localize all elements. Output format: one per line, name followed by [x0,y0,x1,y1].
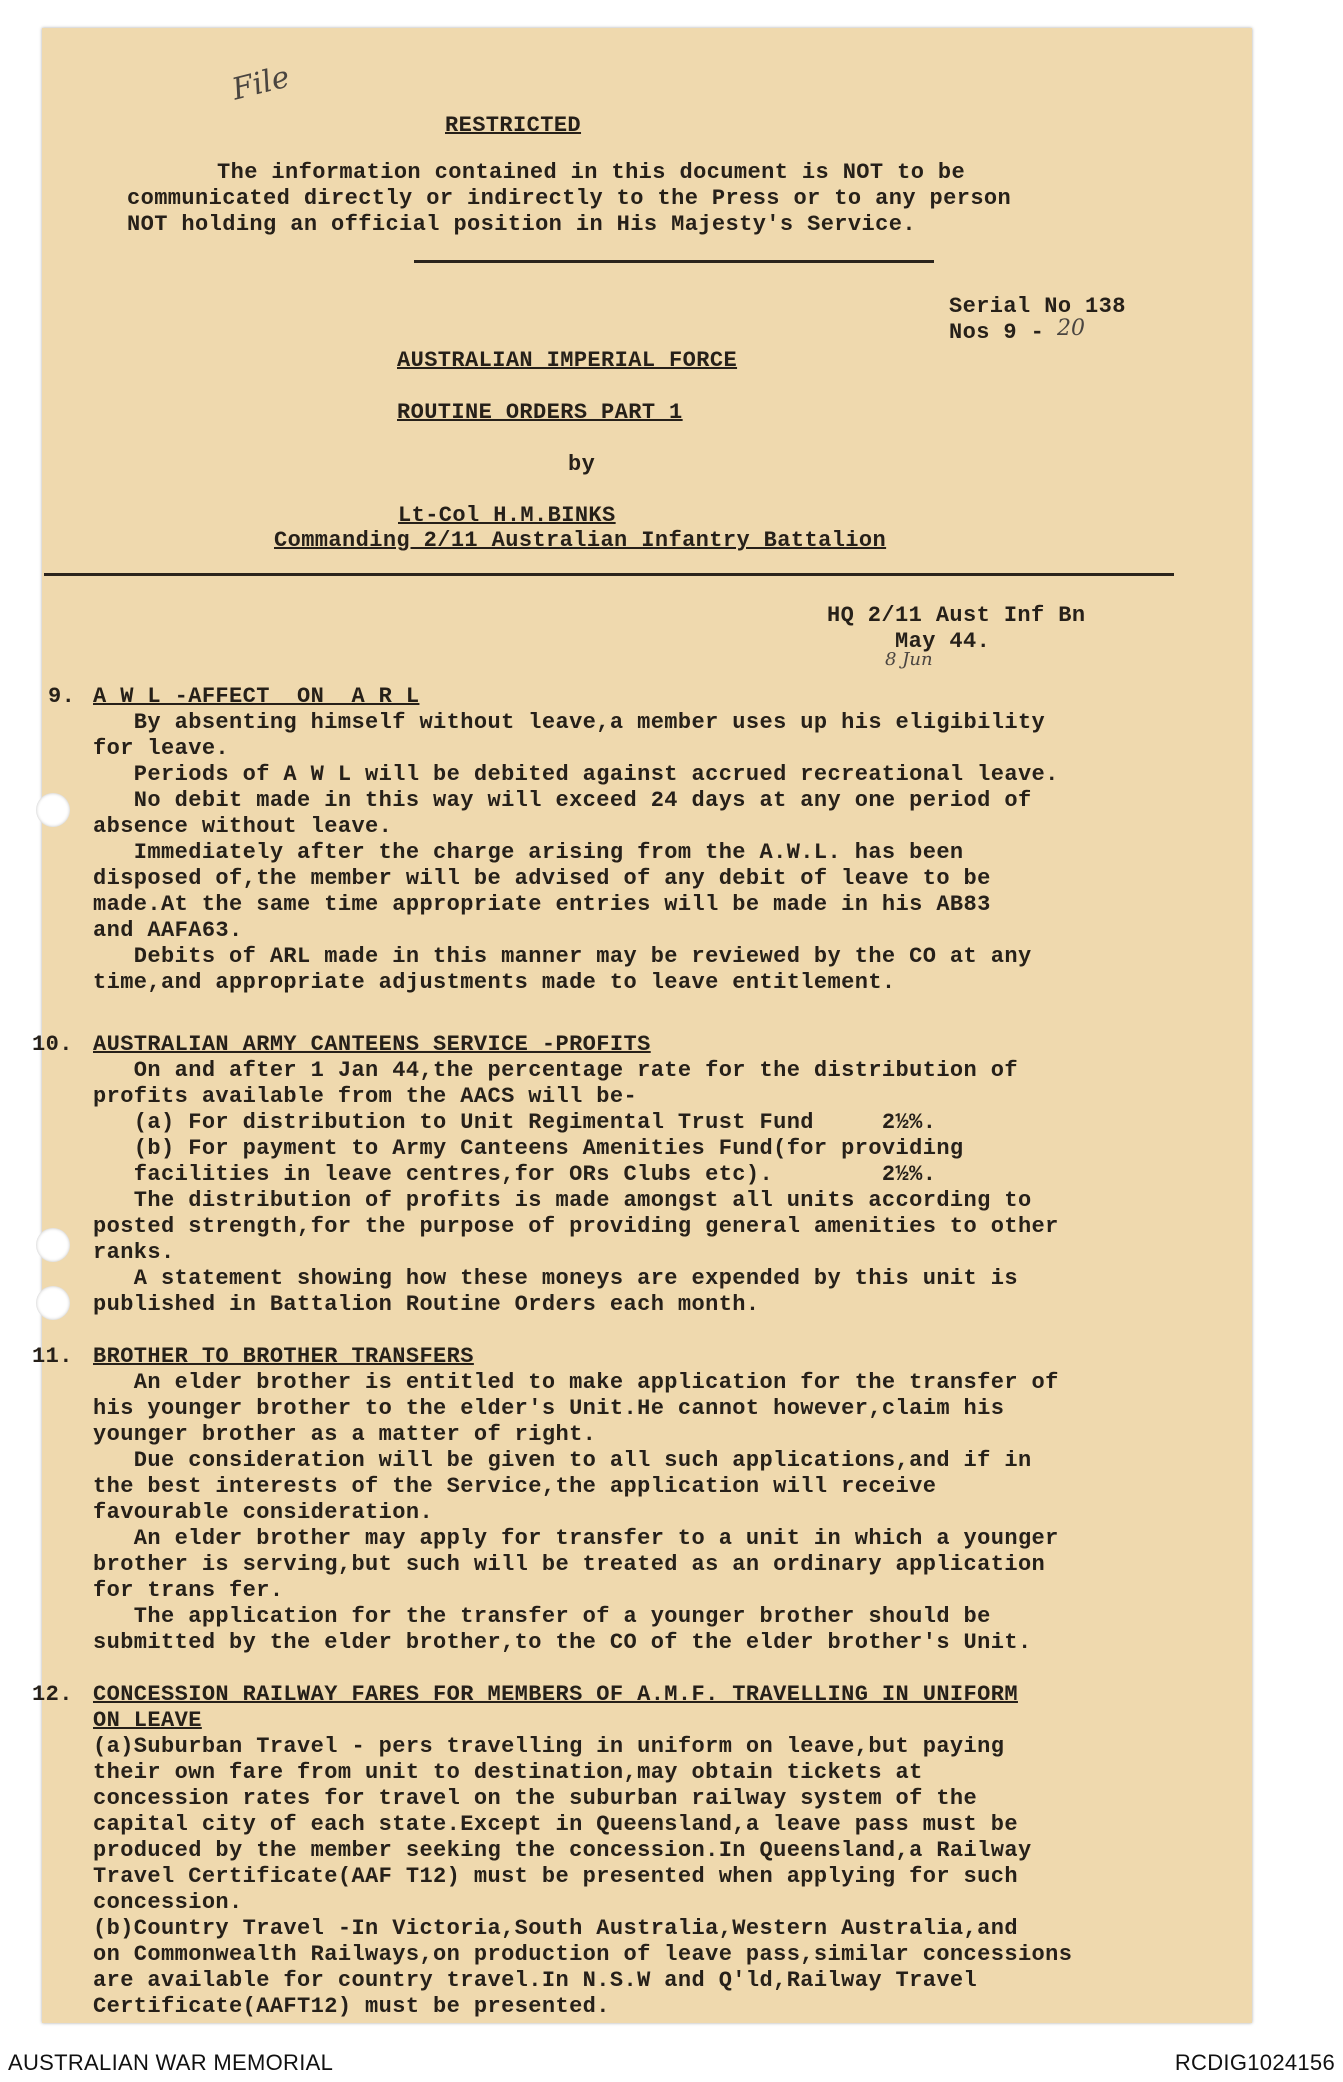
order-line: made.At the same time appropriate entries will be made in his AB83 [93,892,991,917]
handwritten-date-note: 8 Jun [885,649,933,670]
order-line: An elder brother may apply for transfer to a unit in which a younger [93,1526,1059,1551]
order-line: Debits of ARL made in this manner may be reviewed by the CO at any [93,944,1032,969]
order-line: Certificate(AAFT12) must be presented. [93,1994,610,2019]
order-line: concession. [93,1890,243,1915]
notice-line: The information contained in this document is NOT to be [217,160,966,185]
notice-divider [414,260,934,263]
order-line: favourable consideration. [93,1500,434,1525]
order-line: Travel Certificate(AAF T12) must be presented when applying for such [93,1864,1018,1889]
order-line: profits available from the AACS will be- [93,1084,638,1109]
title-by: by [568,452,596,477]
order-number: 10. [32,1032,73,1057]
order-line: are available for country travel.In N.S.W and Q'ld,Railway Travel [93,1968,978,1993]
punch-hole [36,793,70,827]
order-line: Immediately after the charge arising from the A.W.L. has been [93,840,964,865]
order-line: for trans fer. [93,1578,284,1603]
order-line: facilities in leave centres,for ORs Clubs etc). 2½%. [93,1162,937,1187]
order-line: The distribution of profits is made amongst all units according to [93,1188,1032,1213]
date-line: May 44. [895,629,991,654]
notice-line: communicated directly or indirectly to the Press or to any person [127,186,1012,211]
order-line: brother is serving,but such will be treated as an ordinary application [93,1552,1046,1577]
order-line: disposed of,the member will be advised of any debit of leave to be [93,866,991,891]
order-line: his younger brother to the elder's Unit.He cannot however,claim his [93,1396,1005,1421]
order-line: (a) For distribution to Unit Regimental Trust Fund 2½%. [93,1110,937,1135]
order-line: and AAFA63. [93,918,243,943]
order-title: A W L -AFFECT ON A R L [93,684,420,709]
handwritten-nos-note: 20 [1057,316,1085,341]
order-line: (a)Suburban Travel - pers travelling in uniform on leave,but paying [93,1734,1005,1759]
order-line: posted strength,for the purpose of providing general amenities to other [93,1214,1059,1239]
order-line: ranks. [93,1240,175,1265]
order-line: submitted by the elder brother,to the CO of the elder brother's Unit. [93,1630,1032,1655]
order-number: 12. [32,1682,73,1707]
nos-range: Nos 9 - [949,320,1045,345]
serial-number: Serial No 138 [949,294,1126,319]
order-line: An elder brother is entitled to make application for the transfer of [93,1370,1059,1395]
order-line: (b)Country Travel -In Victoria,South Australia,Western Australia,and [93,1916,1018,1941]
order-line: the best interests of the Service,the application will receive [93,1474,937,1499]
order-line: Due consideration will be given to all such applications,and if in [93,1448,1032,1473]
order-line: On and after 1 Jan 44,the percentage rate for the distribution of [93,1058,1018,1083]
order-line: on Commonwealth Railways,on production of leave pass,similar concessions [93,1942,1073,1967]
order-line: capital city of each state.Except in Queensland,a leave pass must be [93,1812,1018,1837]
order-line: their own fare from unit to destination,may obtain tickets at [93,1760,923,1785]
notice-line: NOT holding an official position in His Majesty's Service. [127,212,916,237]
title-force: AUSTRALIAN IMPERIAL FORCE [397,348,738,373]
order-line: By absenting himself without leave,a member uses up his eligibility [93,710,1046,735]
order-line: (b) For payment to Army Canteens Amenities Fund(for providing [93,1136,964,1161]
order-line: younger brother as a matter of right. [93,1422,597,1447]
order-title: BROTHER TO BROTHER TRANSFERS [93,1344,474,1369]
document-page [32,28,1252,2023]
handwritten-file-note: File [228,59,294,108]
punch-hole [36,1228,70,1262]
header-divider [44,573,1174,576]
order-number: 11. [32,1344,73,1369]
order-title-continued: ON LEAVE [93,1708,202,1733]
order-line: published in Battalion Routine Orders each month. [93,1292,760,1317]
order-line: Periods of A W L will be debited against accrued recreational leave. [93,762,1059,787]
order-line: No debit made in this way will exceed 24 days at any one period of [93,788,1032,813]
order-line: for leave. [93,736,230,761]
order-line: concession rates for travel on the suburban railway system of the [93,1786,978,1811]
order-title: AUSTRALIAN ARMY CANTEENS SERVICE -PROFITS [93,1032,651,1057]
command-line: Commanding 2/11 Australian Infantry Battalion [274,528,887,553]
order-line: The application for the transfer of a younger brother should be [93,1604,991,1629]
restricted-heading: RESTRICTED [445,113,582,138]
footer-archive-name: AUSTRALIAN WAR MEMORIAL [8,2050,334,2075]
order-line: absence without leave. [93,814,393,839]
order-line: time,and appropriate adjustments made to leave entitlement. [93,970,896,995]
hq-line: HQ 2/11 Aust Inf Bn [827,603,1086,628]
officer-name: Lt-Col H.M.BINKS [398,503,616,528]
order-title: CONCESSION RAILWAY FARES FOR MEMBERS OF A.M.F. TRAVELLING IN UNIFORM [93,1682,1018,1707]
order-line: produced by the member seeking the concession.In Queensland,a Railway [93,1838,1032,1863]
title-routine-orders: ROUTINE ORDERS PART 1 [397,400,683,425]
punch-hole [36,1286,70,1320]
order-line: A statement showing how these moneys are expended by this unit is [93,1266,1018,1291]
footer-record-id: RCDIG1024156 [1174,2050,1335,2075]
order-number: 9. [48,684,76,709]
